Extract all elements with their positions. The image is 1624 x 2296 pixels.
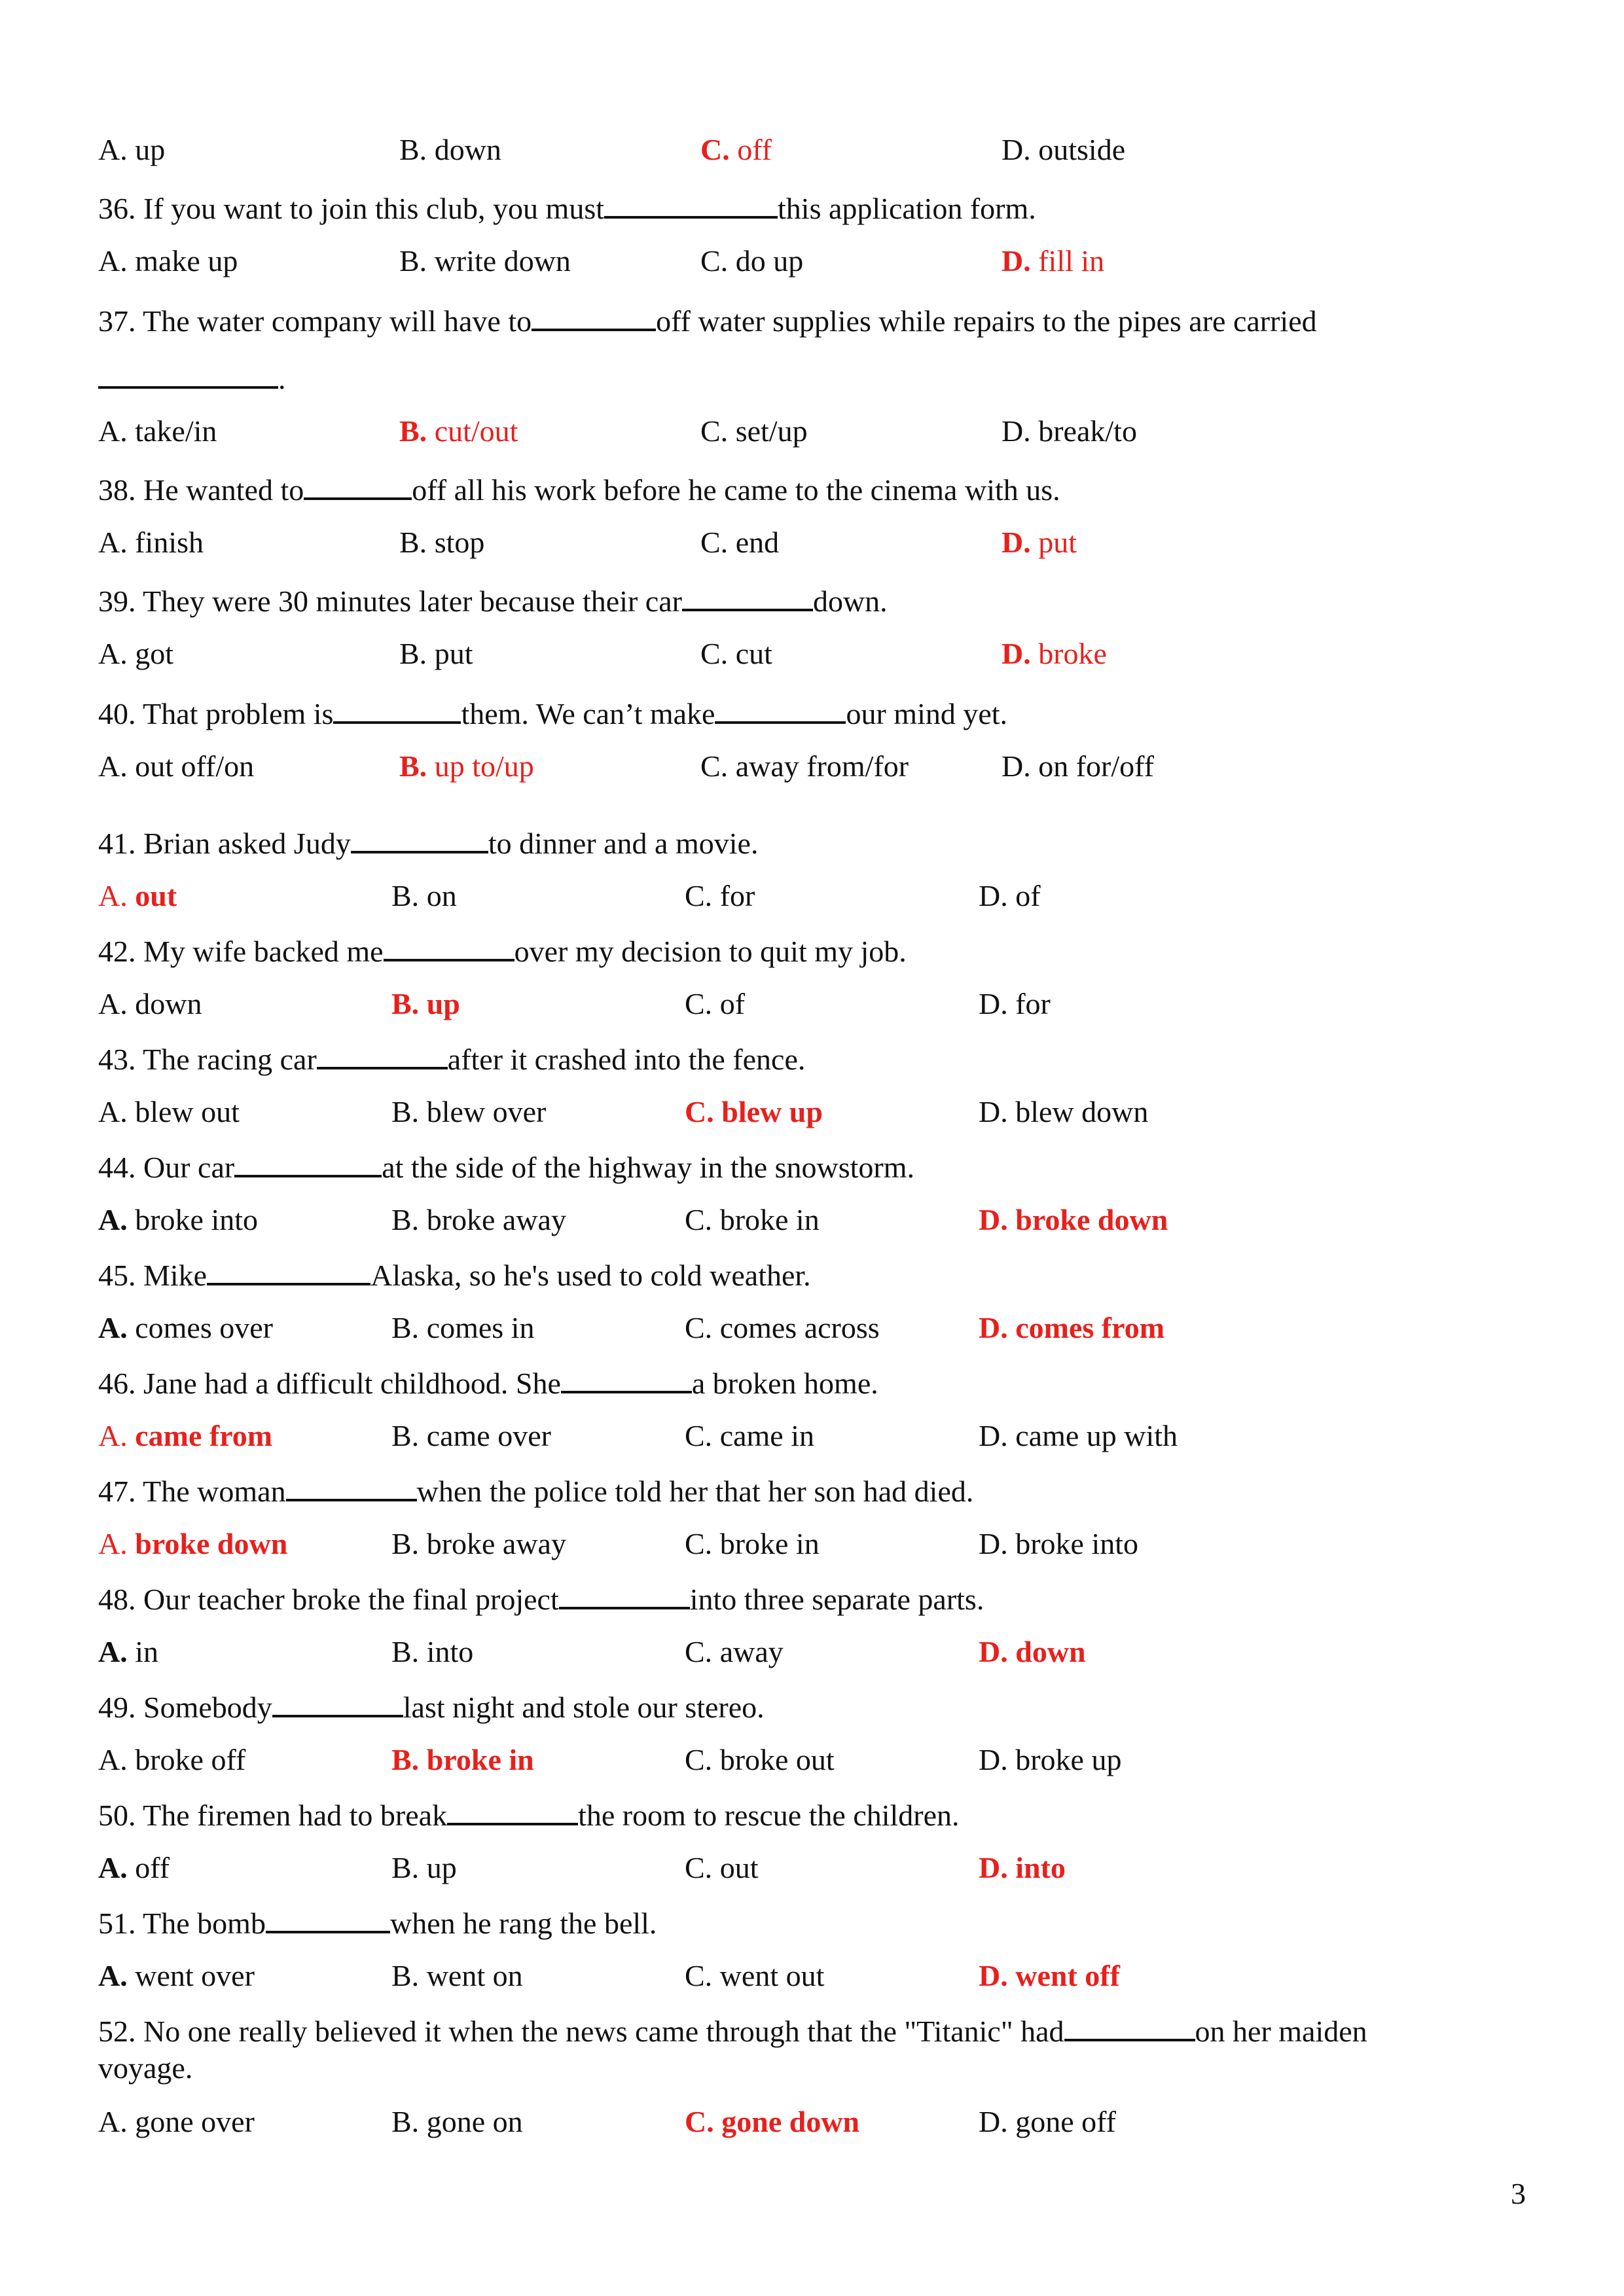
option-b: B. blew over: [391, 1095, 547, 1128]
question-42: 42. My wife backed me over my decision to quit my job.: [98, 931, 1526, 971]
option-b-answer: B. up to/up: [399, 749, 534, 783]
option-d-answer: D. into: [979, 1851, 1066, 1884]
option-d: D. for: [979, 987, 1051, 1020]
option-a: A. got: [98, 637, 174, 670]
option-c: C. came in: [685, 1419, 814, 1452]
option-c: C. set/up: [700, 414, 808, 448]
option-c: C. end: [700, 526, 780, 559]
option-b-answer: B. cut/out: [399, 414, 518, 448]
option-b: B. stop: [399, 526, 485, 559]
option-b: B. broke away: [391, 1203, 566, 1236]
option-b: B. broke away: [391, 1527, 566, 1560]
option-a: A. take/in: [98, 414, 217, 448]
question-41: 41. Brian asked Judy to dinner and a movie.: [98, 823, 1526, 863]
option-d-answer: D. broke down: [979, 1203, 1168, 1236]
question-52-line2: voyage.: [98, 2051, 193, 2085]
option-a: A. blew out: [98, 1095, 240, 1128]
option-d: D. came up with: [979, 1419, 1178, 1452]
option-b: B. gone on: [391, 2105, 523, 2138]
option-d: D. broke into: [979, 1527, 1139, 1560]
question-38: 38. He wanted to off all his work before he came to the cinema with us.: [98, 470, 1526, 509]
option-c: C. cut: [700, 637, 772, 670]
option-a: A. out off/on: [98, 749, 255, 783]
option-b: B. went on: [391, 1959, 523, 1992]
option-b-answer: B. broke in: [391, 1743, 534, 1776]
option-d-answer: D. fill in: [1001, 244, 1105, 278]
option-d: D. broke up: [979, 1743, 1122, 1776]
option-d: D. blew down: [979, 1095, 1149, 1128]
answer-blank: [532, 301, 656, 331]
question-45: 45. Mike Alaska, so he's used to cold weather.: [98, 1255, 1526, 1295]
option-c: C. broke out: [685, 1743, 835, 1776]
answer-blank: [604, 188, 778, 219]
answer-blank: [561, 1363, 692, 1393]
question-36: 36. If you want to join this club, you must this application form.: [98, 188, 1526, 228]
option-d: D. break/to: [1001, 414, 1137, 448]
answer-blank: [286, 1471, 417, 1501]
question-46: 46. Jane had a difficult childhood. She a broken home.: [98, 1363, 1526, 1403]
option-c: C. do up: [700, 244, 804, 278]
answer-blank: [682, 581, 813, 611]
option-b: B. came over: [391, 1419, 551, 1452]
option-a: A. broke off: [98, 1743, 246, 1776]
answer-blank: [333, 694, 461, 724]
option-c: C. comes across: [685, 1311, 880, 1344]
option-c: C. went out: [685, 1959, 825, 1992]
option-d: D. gone off: [979, 2105, 1116, 2138]
option-d-answer: D. put: [1001, 526, 1077, 559]
option-b: B. write down: [399, 244, 571, 278]
option-a: A. down: [98, 987, 202, 1020]
option-a: A. gone over: [98, 2105, 255, 2138]
question-37-line2: .: [98, 359, 1526, 398]
option-b-answer: B. up: [391, 987, 460, 1020]
question-48: 48. Our teacher broke the final project into three separate parts.: [98, 1579, 1526, 1619]
question-50: 50. The firemen had to break the room to rescue the children.: [98, 1795, 1526, 1835]
option-d: D. of: [979, 879, 1041, 912]
option-b: B. down: [399, 133, 501, 166]
answer-blank: [1064, 2011, 1195, 2041]
option-b: B. on: [391, 879, 457, 912]
option-c-answer: C. gone down: [685, 2105, 860, 2138]
question-44: 44. Our car at the side of the highway in the snowstorm.: [98, 1147, 1526, 1187]
option-c: C. for: [685, 879, 755, 912]
option-b: B. put: [399, 637, 473, 670]
option-d-answer: D. broke: [1001, 637, 1107, 670]
option-a: A. finish: [98, 526, 204, 559]
question-52: 52. No one really believed it when the news came through that the "Titanic" had on her maiden: [98, 2011, 1526, 2051]
option-a: A. comes over: [98, 1311, 273, 1344]
answer-blank: [715, 694, 846, 724]
answer-blank: [272, 1687, 403, 1717]
answer-blank: [317, 1039, 448, 1069]
option-a: A. up: [98, 133, 166, 166]
option-d: D. outside: [1001, 133, 1126, 166]
option-a-answer: A. broke down: [98, 1527, 288, 1560]
question-39: 39. They were 30 minutes later because their car down.: [98, 581, 1526, 620]
option-d-answer: D. down: [979, 1635, 1086, 1668]
answer-blank: [351, 823, 488, 853]
page-number: 3: [1511, 2177, 1526, 2210]
option-a-answer: A. out: [98, 879, 177, 912]
option-b: B. comes in: [391, 1311, 535, 1344]
option-a: A. in: [98, 1635, 159, 1668]
question-51: 51. The bomb when he rang the bell.: [98, 1903, 1526, 1943]
option-a: A. off: [98, 1851, 170, 1884]
option-c: C. of: [685, 987, 746, 1020]
answer-blank: [304, 470, 412, 500]
option-d: D. on for/off: [1001, 749, 1154, 783]
question-40: 40. That problem is them. We can’t make our mind yet.: [98, 694, 1526, 733]
answer-blank: [234, 1147, 382, 1177]
option-b: B. into: [391, 1635, 474, 1668]
answer-blank: [384, 931, 514, 961]
option-c-answer: C. off: [700, 133, 772, 166]
option-d-answer: D. went off: [979, 1959, 1120, 1992]
option-a: A. broke into: [98, 1203, 259, 1236]
option-c: C. broke in: [685, 1527, 820, 1560]
question-49: 49. Somebody last night and stole our stereo.: [98, 1687, 1526, 1727]
option-c: C. away: [685, 1635, 784, 1668]
answer-blank: [207, 1255, 370, 1285]
option-a-answer: A. came from: [98, 1419, 273, 1452]
option-c: C. away from/for: [700, 749, 909, 783]
option-c: C. out: [685, 1851, 759, 1884]
answer-blank: [98, 359, 278, 389]
option-a: A. make up: [98, 244, 238, 278]
question-37: 37. The water company will have to off water supplies while repairs to the pipes are carried: [98, 301, 1526, 340]
answer-blank: [559, 1579, 690, 1609]
option-c: C. broke in: [685, 1203, 820, 1236]
answer-blank: [447, 1795, 578, 1825]
option-b: B. up: [391, 1851, 457, 1884]
answer-blank: [266, 1903, 390, 1933]
question-47: 47. The woman when the police told her that her son had died.: [98, 1471, 1526, 1511]
option-a: A. went over: [98, 1959, 255, 1992]
option-c-answer: C. blew up: [685, 1095, 823, 1128]
option-d-answer: D. comes from: [979, 1311, 1165, 1344]
question-43: 43. The racing car after it crashed into the fence.: [98, 1039, 1526, 1079]
